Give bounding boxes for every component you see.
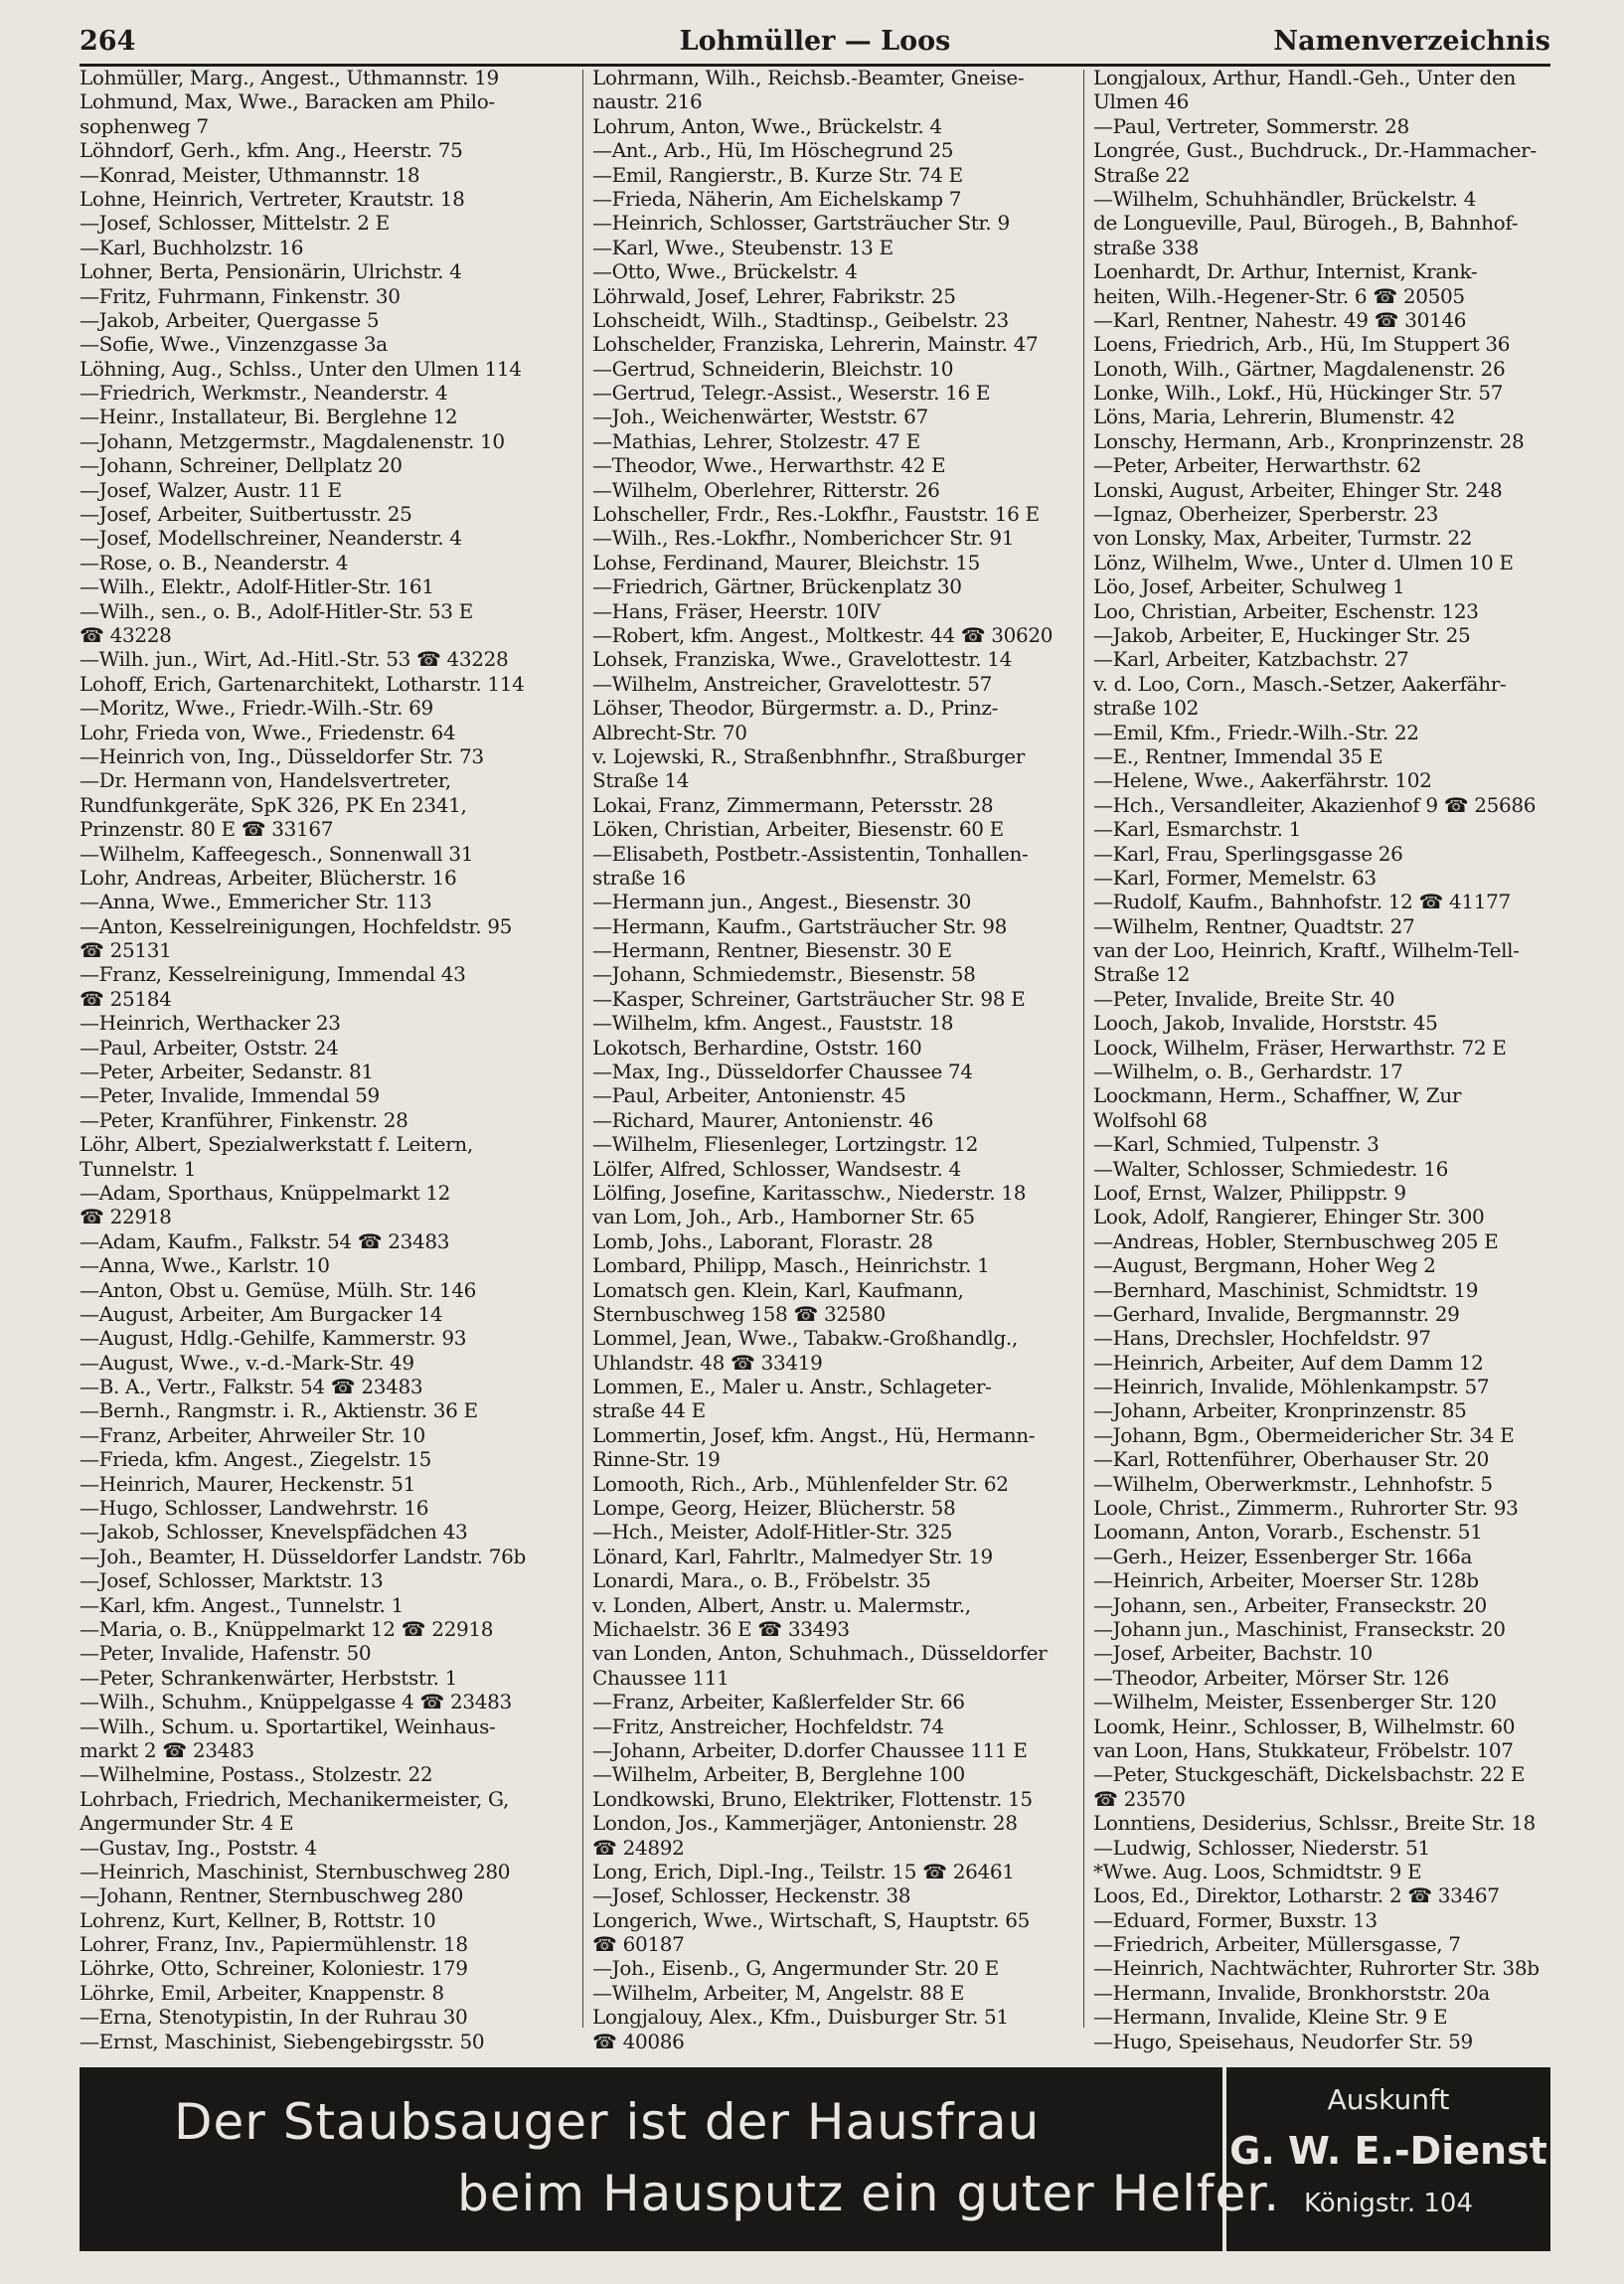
directory-entry-line: —Joh., Eisenb., G, Angermunder Str. 20 E [592, 1956, 999, 1981]
directory-entry-line: Lölfer, Alfred, Schlosser, Wandsestr. 4 [592, 1156, 961, 1181]
directory-entry-line: —Adam, Sporthaus, Knüppelmarkt 12 [80, 1180, 451, 1205]
directory-entry-line: heiten, Wilh.-Hegener-Str. 6 ☎ 20505 [1093, 283, 1465, 308]
directory-entry-line: —Erna, Stenotypistin, In der Ruhrau 30 [80, 2005, 468, 2030]
directory-entry-line: —Kasper, Schreiner, Gartsträucher Str. 98 E [592, 986, 1026, 1011]
directory-entry-line: —Johann, Bgm., Obermeidericher Str. 34 E [1093, 1422, 1515, 1447]
directory-entry-line: —Heinrich, Schlosser, Gartsträucher Str. 9 [592, 211, 1010, 236]
directory-entry-line: —Gertrud, Schneiderin, Bleichstr. 10 [592, 356, 954, 381]
directory-entry-line: —Hermann, Kaufm., Gartsträucher Str. 98 [592, 913, 1008, 938]
directory-entry-line: Loens, Friedrich, Arb., Hü, Im Stuppert 36 [1093, 332, 1511, 357]
directory-entry-line: Löken, Christian, Arbeiter, Biesenstr. 60 E [592, 817, 1004, 842]
directory-entry-line: van Lom, Joh., Arb., Hamborner Str. 65 [592, 1205, 975, 1229]
directory-entry-line: —Anton, Obst u. Gemüse, Mülh. Str. 146 [80, 1277, 476, 1302]
directory-entry-line: —Emil, Kfm., Friedr.-Wilh.-Str. 22 [1093, 720, 1419, 744]
directory-entry-line: —Wilhelm, kfm. Angest., Fauststr. 18 [592, 1011, 954, 1036]
directory-entry-line: Löhrke, Emil, Arbeiter, Knappenstr. 8 [80, 1980, 444, 2005]
directory-entry-line: Löhser, Theodor, Bürgermstr. a. D., Prinz- [592, 696, 999, 721]
directory-entry-line: —Ludwig, Schlosser, Niederstr. 51 [1093, 1835, 1430, 1860]
directory-entry-line: Lonski, August, Arbeiter, Ehinger Str. 248 [1093, 477, 1503, 502]
directory-entry-line: —Jakob, Schlosser, Knevelspfädchen 43 [80, 1520, 468, 1545]
advertisement-address: Königstr. 104 [1303, 2189, 1474, 2218]
directory-entry-line: —Heinrich, Arbeiter, Moerser Str. 128b [1093, 1568, 1479, 1593]
directory-entry-line: —Paul, Vertreter, Sommerstr. 28 [1093, 113, 1409, 138]
directory-entry-line: Löhrwald, Josef, Lehrer, Fabrikstr. 25 [592, 283, 956, 308]
directory-entry-line: —Friedrich, Gärtner, Brückenplatz 30 [592, 574, 962, 599]
directory-entry-line: —Wilhelm, Arbeiter, B, Berglehne 100 [592, 1762, 965, 1787]
directory-entry-line: —Emil, Rangierstr., B. Kurze Str. 74 E [592, 162, 963, 187]
directory-entry-line: —Wilh., Elektr., Adolf-Hitler-Str. 161 [80, 574, 434, 599]
directory-entry-line: —Joh., Weichenwärter, Weststr. 67 [592, 405, 928, 429]
directory-entry-line: Lonoth, Wilh., Gärtner, Magdalenenstr. 26 [1093, 356, 1506, 381]
directory-entry-line: —Josef, Schlosser, Marktstr. 13 [80, 1568, 384, 1593]
directory-entry-line: —Josef, Schlosser, Mittelstr. 2 E [80, 211, 390, 236]
directory-entry-line: —Hch., Versandleiter, Akazienhof 9 ☎ 25686 [1093, 792, 1537, 817]
directory-entry-line: —Mathias, Lehrer, Stolzestr. 47 E [592, 428, 920, 453]
directory-entry-line: ☎ 43228 [80, 622, 172, 647]
directory-entry-line: —Wilhelm, o. B., Gerhardstr. 17 [1093, 1060, 1403, 1084]
directory-entry-line: —Hch., Meister, Adolf-Hitler-Str. 325 [592, 1520, 953, 1545]
directory-entry-line: —Johann jun., Maschinist, Franseckstr. 20 [1093, 1617, 1506, 1641]
directory-entry-line: de Longueville, Paul, Bürogeh., B, Bahnhof- [1093, 211, 1519, 236]
directory-entry-line: —Heinr., Installateur, Bi. Berglehne 12 [80, 405, 458, 429]
directory-entry-line: Lohrum, Anton, Wwe., Brückelstr. 4 [592, 113, 942, 138]
directory-entry-line: —Karl, Esmarchstr. 1 [1093, 817, 1302, 842]
directory-entry-line: Lonschy, Hermann, Arb., Kronprinzenstr. 28 [1093, 428, 1525, 453]
directory-entry-line: —Gerhard, Invalide, Bergmannstr. 29 [1093, 1301, 1460, 1326]
directory-entry-line: —Friedrich, Werkmstr., Neanderstr. 4 [80, 381, 448, 406]
directory-entry-line: Longrée, Gust., Buchdruck., Dr.-Hammacher- [1093, 138, 1537, 163]
directory-entry-line: —Johann, Metzgermstr., Magdalenenstr. 10 [80, 428, 505, 453]
directory-entry-line: —Gerh., Heizer, Essenberger Str. 166a [1093, 1544, 1473, 1568]
directory-entry-line: —Helene, Wwe., Aakerfährstr. 102 [1093, 768, 1432, 793]
directory-entry-line: —Hugo, Schlosser, Landwehrstr. 16 [80, 1496, 429, 1521]
directory-entry-line: —Karl, Rentner, Nahestr. 49 ☎ 30146 [1093, 307, 1467, 332]
directory-entry-line: —Rose, o. B., Neanderstr. 4 [80, 550, 349, 574]
page-number: 264 [80, 26, 136, 57]
directory-entry-line: —Hermann, Invalide, Bronkhorststr. 20a [1093, 1980, 1490, 2005]
directory-entry-line: Löo, Josef, Arbeiter, Schulweg 1 [1093, 574, 1405, 599]
directory-entry-line: —August, Hdlg.-Gehilfe, Kammerstr. 93 [80, 1326, 467, 1351]
directory-entry-line: Lokotsch, Berhardine, Oststr. 160 [592, 1035, 922, 1060]
directory-entry-line: —Karl, Rottenführer, Oberhauser Str. 20 [1093, 1447, 1489, 1472]
directory-entry-line: straße 102 [1093, 696, 1200, 721]
directory-entry-line: —Karl, Frau, Sperlingsgasse 26 [1093, 841, 1403, 866]
directory-entry-line: —Ant., Arb., Hü, Im Höschegrund 25 [592, 138, 954, 163]
column-3 [1093, 66, 1580, 2053]
directory-entry-line: Lohr, Andreas, Arbeiter, Blücherstr. 16 [80, 865, 457, 890]
directory-entry-line: Prinzenstr. 80 E ☎ 33167 [80, 817, 334, 842]
directory-entry-line: —Karl, Wwe., Steubenstr. 13 E [592, 235, 893, 259]
directory-entry-line: —Wilh., sen., o. B., Adolf-Hitler-Str. 53 E [80, 598, 473, 623]
directory-entry-line: —Theodor, Arbeiter, Mörser Str. 126 [1093, 1665, 1449, 1690]
directory-entry-line: —Wilhelm, Rentner, Quadtstr. 27 [1093, 913, 1415, 938]
directory-entry-line: Longjaloux, Arthur, Handl.-Geh., Unter den [1093, 66, 1516, 89]
directory-entry-line: Loomann, Anton, Vorarb., Eschenstr. 51 [1093, 1520, 1483, 1545]
directory-entry-line: v. Londen, Albert, Anstr. u. Malermstr., [592, 1592, 971, 1617]
directory-entry-line: —Hans, Drechsler, Hochfeldstr. 97 [1093, 1326, 1431, 1351]
directory-entry-line: Löns, Maria, Lehrerin, Blumenstr. 42 [1093, 405, 1456, 429]
directory-entry-line: ☎ 40086 [592, 2029, 685, 2053]
directory-entry-line: Löhning, Aug., Schlss., Unter den Ulmen 114 [80, 356, 522, 381]
directory-entry-line: ☎ 22918 [80, 1205, 172, 1229]
directory-entry-line: —Wilh., Schuhm., Knüppelgasse 4 ☎ 23483 [80, 1690, 512, 1714]
directory-entry-line: —Andreas, Hobler, Sternbuschweg 205 E [1093, 1228, 1499, 1253]
directory-entry-line: —Ernst, Maschinist, Siebengebirgsstr. 50 [80, 2029, 485, 2053]
column-1 [80, 66, 567, 2053]
directory-entry-line: naustr. 216 [592, 89, 703, 114]
directory-entry-line: —August, Arbeiter, Am Burgacker 14 [80, 1301, 443, 1326]
directory-entry-line: Loock, Wilhelm, Fräser, Herwarthstr. 72 E [1093, 1035, 1507, 1060]
directory-entry-line: van Loon, Hans, Stukkateur, Fröbelstr. 107 [1093, 1737, 1514, 1762]
directory-entry-line: —Johann, Arbeiter, Kronprinzenstr. 85 [1093, 1398, 1467, 1423]
directory-entry-line: Sternbuschweg 158 ☎ 32580 [592, 1301, 886, 1326]
directory-entry-line: —Wilhelm, Arbeiter, M, Angelstr. 88 E [592, 1980, 965, 2005]
directory-entry-line: Long, Erich, Dipl.-Ing., Teilstr. 15 ☎ 26461 [592, 1859, 1015, 1883]
directory-entry-line: —Adam, Kaufm., Falkstr. 54 ☎ 23483 [80, 1228, 450, 1253]
directory-entry-line: —Wilhelm, Oberwerkmstr., Lehnhofstr. 5 [1093, 1471, 1493, 1496]
directory-entry-line: straße 16 [592, 865, 686, 890]
directory-entry-line: Rundfunkgeräte, SpK 326, PK En 2341, [80, 792, 467, 817]
directory-entry-line: —Karl, Buchholzstr. 16 [80, 235, 304, 259]
directory-entry-line: —Johann, Rentner, Sternbuschweg 280 [80, 1883, 464, 1908]
directory-entry-line: —Konrad, Meister, Uthmannstr. 18 [80, 162, 420, 187]
directory-entry-line: —Franz, Arbeiter, Ahrweiler Str. 10 [80, 1422, 425, 1447]
directory-entry-line: —Josef, Schlosser, Heckenstr. 38 [592, 1883, 911, 1908]
directory-entry-line: London, Jos., Kammerjäger, Antonienstr. 28 [592, 1811, 1018, 1836]
directory-entry-line: —Ignaz, Oberheizer, Sperberstr. 23 [1093, 502, 1438, 527]
column-2 [592, 66, 1079, 2053]
directory-entry-line: —Frieda, Näherin, Am Eichelskamp 7 [592, 186, 962, 211]
directory-entry-line: —Heinrich, Maurer, Heckenstr. 51 [80, 1471, 416, 1496]
directory-entry-line: Löhr, Albert, Spezialwerkstatt f. Leitern, [80, 1132, 473, 1157]
directory-entry-line: Wolfsohl 68 [1093, 1107, 1208, 1132]
directory-entry-line: —Josef, Arbeiter, Suitbertusstr. 25 [80, 502, 412, 527]
directory-entry-line: Lohrer, Franz, Inv., Papiermühlenstr. 18 [80, 1932, 468, 1957]
advertisement-line-1: Der Staubsauger ist der Hausfrau [174, 2093, 1041, 2151]
directory-entry-line: —Walter, Schlosser, Schmiedestr. 16 [1093, 1156, 1448, 1181]
directory-entry-line: —Anna, Wwe., Emmericher Str. 113 [80, 890, 432, 914]
directory-entry-line: Straße 22 [1093, 162, 1191, 187]
directory-entry-line: —Richard, Maurer, Antonienstr. 46 [592, 1107, 933, 1132]
directory-entry-line: —Anna, Wwe., Karlstr. 10 [80, 1253, 330, 1278]
directory-entry-line: ☎ 25184 [80, 986, 172, 1011]
directory-entry-line: —Johann, Arbeiter, D.dorfer Chaussee 111 E [592, 1737, 1028, 1762]
directory-entry-line: —Sofie, Wwe., Vinzenzgasse 3a [80, 332, 388, 357]
directory-entry-line: —Heinrich, Invalide, Möhlenkampstr. 57 [1093, 1375, 1490, 1399]
directory-entry-line: —Hans, Fräser, Heerstr. 10IV [592, 598, 881, 623]
section-title: Namenverzeichnis [1273, 26, 1550, 57]
directory-entry-line: Lohrbach, Friedrich, Mechanikermeister, G, [80, 1786, 509, 1811]
directory-entry-line: Lohmüller, Marg., Angest., Uthmannstr. 19 [80, 66, 499, 89]
directory-entry-line: von Lonsky, Max, Arbeiter, Turmstr. 22 [1093, 526, 1473, 551]
directory-entry-line: —Otto, Wwe., Brückelstr. 4 [592, 259, 858, 284]
directory-entry-line: Loos, Ed., Direktor, Lotharstr. 2 ☎ 33467 [1093, 1883, 1500, 1908]
directory-entry-line: Lomb, Johs., Laborant, Florastr. 28 [592, 1228, 933, 1253]
directory-entry-line: Lombard, Philipp, Masch., Heinrichstr. 1 [592, 1253, 990, 1278]
column-divider [1083, 70, 1084, 2028]
directory-entry-line: —Heinrich, Nachtwächter, Ruhrorter Str. 38b [1093, 1956, 1540, 1981]
directory-entry-line: —Wilh. jun., Wirt, Ad.-Hitl.-Str. 53 ☎ 43228 [80, 647, 509, 672]
directory-entry-line: —Hugo, Speisehaus, Neudorfer Str. 59 [1093, 2029, 1473, 2053]
directory-entry-line: —Hermann, Rentner, Biesenstr. 30 E [592, 938, 952, 963]
directory-entry-line: Albrecht-Str. 70 [592, 720, 747, 744]
directory-entry-line: —Josef, Modellschreiner, Neanderstr. 4 [80, 526, 462, 551]
directory-columns [80, 66, 1550, 2053]
directory-entry-line: Lönard, Karl, Fahrltr., Malmedyer Str. 19 [592, 1544, 993, 1568]
directory-entry-line: —Wilhelm, Kaffeegesch., Sonnenwall 31 [80, 841, 474, 866]
directory-entry-line: Looch, Jakob, Invalide, Horststr. 45 [1093, 1011, 1438, 1036]
directory-entry-line: Lokai, Franz, Zimmermann, Petersstr. 28 [592, 792, 994, 817]
directory-entry-line: sophenweg 7 [80, 113, 209, 138]
directory-entry-line: —Johann, Schmiedemstr., Biesenstr. 58 [592, 962, 976, 987]
directory-entry-line: Tunnelstr. 1 [80, 1156, 197, 1181]
directory-entry-line: ☎ 23570 [1093, 1786, 1186, 1811]
directory-entry-line: Loo, Christian, Arbeiter, Eschenstr. 123 [1093, 598, 1479, 623]
directory-entry-line: —Fritz, Fuhrmann, Finkenstr. 30 [80, 283, 401, 308]
directory-entry-line: —Josef, Walzer, Austr. 11 E [80, 477, 342, 502]
directory-entry-line: Straße 14 [592, 768, 690, 793]
directory-entry-line: —Wilh., Res.-Lokfhr., Nomberichcer Str. 91 [592, 526, 1015, 551]
directory-entry-line: Lohmund, Max, Wwe., Baracken am Philo- [80, 89, 495, 114]
directory-entry-line: ☎ 25131 [80, 938, 172, 963]
directory-entry-line: —Karl, Former, Memelstr. 63 [1093, 865, 1377, 890]
directory-entry-line: Lommertin, Josef, kfm. Angst., Hü, Hermann- [592, 1422, 1036, 1447]
directory-entry-line: —Heinrich, Werthacker 23 [80, 1011, 341, 1036]
directory-entry-line: —Moritz, Wwe., Friedr.-Wilh.-Str. 69 [80, 696, 433, 721]
directory-entry-line: Lohscheller, Frdr., Res.-Lokfhr., Fauststr. 16 E [592, 502, 1040, 527]
directory-entry-line: —B. A., Vertr., Falkstr. 54 ☎ 23483 [80, 1375, 423, 1399]
directory-entry-line: —Joh., Beamter, H. Düsseldorfer Landstr. 76b [80, 1544, 526, 1568]
directory-entry-line: —Wilhelm, Anstreicher, Gravelottestr. 57 [592, 671, 992, 696]
directory-entry-line: Loenhardt, Dr. Arthur, Internist, Krank- [1093, 259, 1478, 284]
directory-entry-line: Lönz, Wilhelm, Wwe., Unter d. Ulmen 10 E [1093, 550, 1514, 574]
directory-entry-line: —Hermann, Invalide, Kleine Str. 9 E [1093, 2005, 1448, 2030]
directory-entry-line: —Paul, Arbeiter, Antonienstr. 45 [592, 1083, 906, 1108]
directory-entry-line: —Theodor, Wwe., Herwarthstr. 42 E [592, 453, 946, 478]
directory-entry-line: Lomooth, Rich., Arb., Mühlenfelder Str. 62 [592, 1471, 1009, 1496]
directory-entry-line: Rinne-Str. 19 [592, 1447, 721, 1472]
directory-entry-line: —Peter, Invalide, Immendal 59 [80, 1083, 380, 1108]
page-title: Lohmüller — Loos [679, 26, 951, 57]
directory-entry-line: Lohoff, Erich, Gartenarchitekt, Lotharstr. 114 [80, 671, 525, 696]
directory-entry-line: —Rudolf, Kaufm., Bahnhofstr. 12 ☎ 41177 [1093, 890, 1511, 914]
advertisement-company: G. W. E.-Dienst [1229, 2129, 1547, 2173]
directory-entry-line: —Peter, Stuckgeschäft, Dickelsbachstr. 22 E [1093, 1762, 1526, 1787]
directory-entry-line: Londkowski, Bruno, Elektriker, Flottenstr. 15 [592, 1786, 1033, 1811]
directory-entry-line: —Gustav, Ing., Poststr. 4 [80, 1835, 317, 1860]
directory-entry-line: *Wwe. Aug. Loos, Schmidtstr. 9 E [1093, 1859, 1422, 1883]
advertisement-info-label: Auskunft [1327, 2083, 1450, 2116]
directory-entry-line: Lohrenz, Kurt, Kellner, B, Rottstr. 10 [80, 1907, 436, 1932]
directory-entry-line: —Elisabeth, Postbetr.-Assistentin, Tonhallen- [592, 841, 1029, 866]
directory-entry-line: —Johann, sen., Arbeiter, Franseckstr. 20 [1093, 1592, 1487, 1617]
directory-entry-line: —Franz, Kesselreinigung, Immendal 43 [80, 962, 466, 987]
directory-entry-line: —Anton, Kesselreinigungen, Hochfeldstr. 95 [80, 913, 512, 938]
directory-entry-line: Look, Adolf, Rangierer, Ehinger Str. 300 [1093, 1205, 1485, 1229]
directory-entry-line: Loockmann, Herm., Schaffner, W, Zur [1093, 1083, 1462, 1108]
directory-entry-line: —Dr. Hermann von, Handelsvertreter, [80, 768, 451, 793]
directory-entry-line: —Johann, Schreiner, Dellplatz 20 [80, 453, 403, 478]
directory-entry-line: Lommel, Jean, Wwe., Tabakw.-Großhandlg., [592, 1326, 1018, 1351]
directory-entry-line: —Wilh., Schum. u. Sportartikel, Weinhaus- [80, 1713, 496, 1738]
directory-entry-line: Lohne, Heinrich, Vertreter, Krautstr. 18 [80, 186, 465, 211]
directory-entry-line: Lommen, E., Maler u. Anstr., Schlageter- [592, 1375, 992, 1399]
advertisement-banner [80, 2067, 1550, 2251]
directory-entry-line: Lohrmann, Wilh., Reichsb.-Beamter, Gneise- [592, 66, 1025, 89]
directory-entry-line: ☎ 60187 [592, 1932, 685, 1957]
directory-entry-line: Lonardi, Mara., o. B., Fröbelstr. 35 [592, 1568, 931, 1593]
directory-entry-line: Lohschelder, Franziska, Lehrerin, Mainstr. 47 [592, 332, 1039, 357]
directory-entry-line: —Peter, Arbeiter, Herwarthstr. 62 [1093, 453, 1421, 478]
directory-entry-line: —Karl, Arbeiter, Katzbachstr. 27 [1093, 647, 1409, 672]
directory-entry-line: —Heinrich, Arbeiter, Auf dem Damm 12 [1093, 1350, 1484, 1375]
directory-entry-line: —Wilhelm, Meister, Essenberger Str. 120 [1093, 1690, 1497, 1714]
directory-entry-line: —Paul, Arbeiter, Oststr. 24 [80, 1035, 339, 1060]
directory-entry-line: —Hermann jun., Angest., Biesenstr. 30 [592, 890, 972, 914]
directory-entry-line: Chaussee 111 [592, 1665, 730, 1690]
directory-entry-line: —Bernhard, Maschinist, Schmidtstr. 19 [1093, 1277, 1479, 1302]
column-divider [582, 70, 583, 2028]
directory-entry-line: Lohr, Frieda von, Wwe., Friedenstr. 64 [80, 720, 456, 744]
directory-entry-line: —Jakob, Arbeiter, Quergasse 5 [80, 307, 380, 332]
directory-entry-line: —Fritz, Anstreicher, Hochfeldstr. 74 [592, 1713, 944, 1738]
directory-entry-line: Loole, Christ., Zimmerm., Ruhrorter Str. 93 [1093, 1496, 1519, 1521]
directory-entry-line: —Gertrud, Telegr.-Assist., Weserstr. 16 E [592, 381, 991, 406]
directory-entry-line: —Bernh., Rangmstr. i. R., Aktienstr. 36 E [80, 1398, 478, 1423]
directory-entry-line: Longerich, Wwe., Wirtschaft, S, Hauptstr. 65 [592, 1907, 1031, 1932]
page-header [80, 20, 1550, 67]
directory-entry-line: —Franz, Arbeiter, Kaßlerfelder Str. 66 [592, 1690, 965, 1714]
directory-entry-line: Loof, Ernst, Walzer, Philippstr. 9 [1093, 1180, 1406, 1205]
directory-entry-line: —Robert, kfm. Angest., Moltkestr. 44 ☎ 30620 [592, 622, 1054, 647]
directory-entry-line: Lohsek, Franziska, Wwe., Gravelottestr. 14 [592, 647, 1012, 672]
directory-entry-line: Ulmen 46 [1093, 89, 1189, 114]
directory-entry-line: Lompe, Georg, Heizer, Blücherstr. 58 [592, 1496, 956, 1521]
directory-entry-line: —Jakob, Arbeiter, E, Huckinger Str. 25 [1093, 622, 1471, 647]
directory-entry-line: ☎ 24892 [592, 1835, 685, 1860]
directory-entry-line: straße 338 [1093, 235, 1200, 259]
directory-entry-line: Lohner, Berta, Pensionärin, Ulrichstr. 4 [80, 259, 462, 284]
advertisement-contact [1226, 2067, 1550, 2251]
directory-entry-line: Uhlandstr. 48 ☎ 33419 [592, 1350, 823, 1375]
directory-entry-line: v. d. Loo, Corn., Masch.-Setzer, Aakerfähr- [1093, 671, 1507, 696]
advertisement-slogan [80, 2067, 1281, 2251]
directory-entry-line: —Frieda, kfm. Angest., Ziegelstr. 15 [80, 1447, 432, 1472]
directory-entry-line: Lomatsch gen. Klein, Karl, Kaufmann, [592, 1277, 964, 1302]
directory-entry-line: —Wilhelm, Oberlehrer, Ritterstr. 26 [592, 477, 940, 502]
directory-entry-line: —Peter, Invalide, Breite Str. 40 [1093, 986, 1395, 1011]
directory-entry-line: —Wilhelm, Fliesenleger, Lortzingstr. 12 [592, 1132, 978, 1157]
directory-entry-line: —Wilhelmine, Postass., Stolzestr. 22 [80, 1762, 433, 1787]
directory-entry-line: Lohscheidt, Wilh., Stadtinsp., Geibelstr. 23 [592, 307, 1009, 332]
directory-entry-line: —August, Bergmann, Hoher Weg 2 [1093, 1253, 1436, 1278]
directory-entry-line: —Karl, kfm. Angest., Tunnelstr. 1 [80, 1592, 404, 1617]
directory-entry-line: —Eduard, Former, Buxstr. 13 [1093, 1907, 1378, 1932]
directory-entry-line: —Karl, Schmied, Tulpenstr. 3 [1093, 1132, 1380, 1157]
directory-entry-line: Michaelstr. 36 E ☎ 33493 [592, 1617, 850, 1641]
directory-entry-line: van Londen, Anton, Schuhmach., Düsseldorfer [592, 1641, 1048, 1666]
directory-entry-line: —Friedrich, Arbeiter, Müllersgasse, 7 [1093, 1932, 1461, 1957]
directory-entry-line: —August, Wwe., v.-d.-Mark-Str. 49 [80, 1350, 414, 1375]
directory-entry-line: —Wilhelm, Schuhhändler, Brückelstr. 4 [1093, 186, 1476, 211]
directory-entry-line: Lölfing, Josefine, Karitasschw., Niederstr. 18 [592, 1180, 1027, 1205]
directory-entry-line: —Maria, o. B., Knüppelmarkt 12 ☎ 22918 [80, 1617, 494, 1641]
directory-entry-line: —Heinrich von, Ing., Düsseldorfer Str. 73 [80, 743, 484, 768]
directory-entry-line: —Peter, Invalide, Hafenstr. 50 [80, 1641, 372, 1666]
directory-entry-line: Lonntiens, Desiderius, Schlssr., Breite Str. 18 [1093, 1811, 1536, 1836]
directory-entry-line: —Josef, Arbeiter, Bachstr. 10 [1093, 1641, 1373, 1666]
directory-entry-line: Angermunder Str. 4 E [80, 1811, 294, 1836]
directory-entry-line: —Peter, Schrankenwärter, Herbststr. 1 [80, 1665, 457, 1690]
directory-entry-line: —Peter, Arbeiter, Sedanstr. 81 [80, 1060, 374, 1084]
directory-entry-line: —Peter, Kranführer, Finkenstr. 28 [80, 1107, 408, 1132]
directory-entry-line: Loomk, Heinr., Schlosser, B, Wilhelmstr. 60 [1093, 1713, 1516, 1738]
directory-entry-line: v. Lojewski, R., Straßenbhnfhr., Straßburger [592, 743, 1025, 768]
directory-entry-line: straße 44 E [592, 1398, 706, 1423]
directory-entry-line: Longjalouy, Alex., Kfm., Duisburger Str. 51 [592, 2005, 1009, 2030]
directory-entry-line: van der Loo, Heinrich, Kraftf., Wilhelm-Tell- [1093, 938, 1520, 963]
directory-entry-line: Löhndorf, Gerh., kfm. Ang., Heerstr. 75 [80, 138, 463, 163]
directory-entry-line: Straße 12 [1093, 962, 1191, 987]
advertisement-line-2: beim Hausputz ein guter Helfer. [457, 2165, 1281, 2222]
directory-entry-line: —E., Rentner, Immendal 35 E [1093, 743, 1383, 768]
directory-entry-line: Löhrke, Otto, Schreiner, Koloniestr. 179 [80, 1956, 468, 1981]
directory-entry-line: Lohse, Ferdinand, Maurer, Bleichstr. 15 [592, 550, 980, 574]
directory-entry-line: —Heinrich, Maschinist, Sternbuschweg 280 [80, 1859, 511, 1883]
directory-entry-line: markt 2 ☎ 23483 [80, 1737, 254, 1762]
directory-entry-line: —Max, Ing., Düsseldorfer Chaussee 74 [592, 1060, 973, 1084]
directory-entry-line: Lonke, Wilh., Lokf., Hü, Hückinger Str. 57 [1093, 381, 1504, 406]
